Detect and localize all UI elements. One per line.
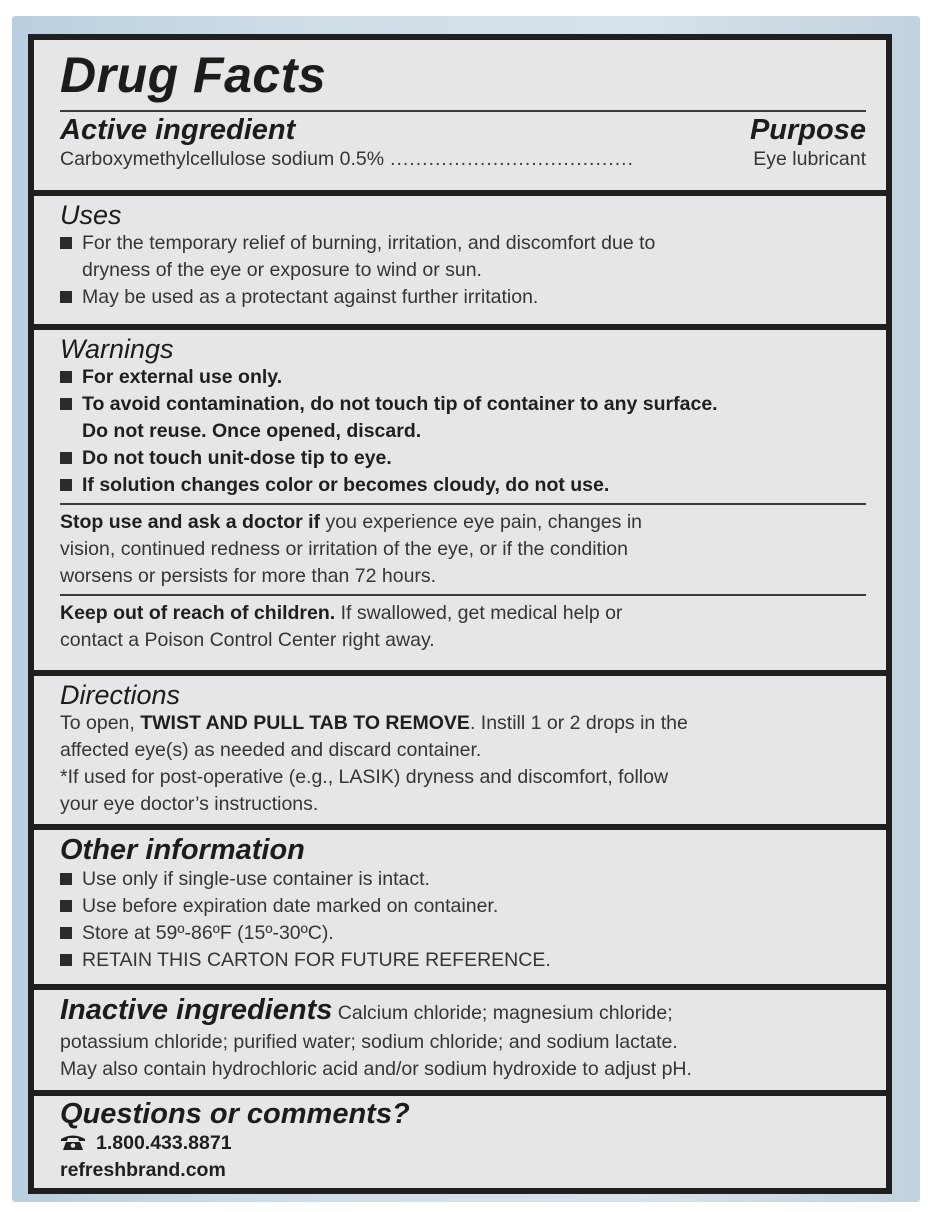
directions-line: *If used for post-operative (e.g., LASIK) dryness and discomfort, follow: [60, 766, 669, 788]
stop-use-line: Stop use and ask a doctor if you experience eye pain, changes in: [60, 511, 643, 533]
warning-item: For external use only.: [60, 364, 866, 391]
purpose-heading: Purpose: [749, 114, 866, 146]
warning-item: Do not touch unit-dose tip to eye.: [60, 445, 866, 472]
section-uses: [34, 196, 886, 324]
directions-line: affected eye(s) as needed and discard container.: [60, 739, 482, 761]
other-info-item: Use before expiration date marked on container.: [60, 893, 866, 920]
active-heading-row: [60, 114, 866, 146]
uses-heading: Uses: [60, 200, 122, 230]
directions-heading: Directions: [60, 680, 181, 710]
bullet-square-icon: [60, 954, 72, 966]
section-directions: [34, 676, 886, 824]
phone-line: [60, 1130, 866, 1157]
keep-out-line: Keep out of reach of children. If swallowed, get medical help or: [60, 602, 623, 624]
inactive-line: May also contain hydrochloric acid and/or sodium hydroxide to adjust pH.: [60, 1058, 692, 1080]
phone-number[interactable]: 1.800.433.8871: [96, 1132, 232, 1154]
warning-item: To avoid contamination, do not touch tip of container to any surface.: [60, 391, 866, 418]
drug-facts-title: Drug Facts: [60, 47, 327, 103]
other-info-item: Store at 59º-86ºF (15º-30ºC).: [60, 920, 866, 947]
keep-out-line: contact a Poison Control Center right away.: [60, 629, 435, 651]
questions-heading: Questions or comments?: [60, 1098, 410, 1130]
warnings-rule: [60, 503, 866, 505]
bullet-square-icon: [60, 371, 72, 383]
active-ingredient-name: Carboxymethylcellulose sodium 0.5%: [60, 148, 385, 170]
warnings-heading: Warnings: [60, 334, 174, 364]
section-inactive-ingredients: [34, 990, 886, 1090]
other-info-item: RETAIN THIS CARTON FOR FUTURE REFERENCE.: [60, 947, 866, 974]
inactive-ingredients-heading: Inactive ingredients: [60, 994, 333, 1026]
other-information-heading: Other information: [60, 834, 305, 866]
section-other-information: [34, 830, 886, 984]
stop-use-line: worsens or persists for more than 72 hours.: [60, 565, 437, 587]
section-warnings: [34, 330, 886, 670]
bullet-square-icon: [60, 479, 72, 491]
warning-item-cont: Do not reuse. Once opened, discard.: [82, 420, 422, 442]
drug-facts-panel: [28, 34, 892, 1194]
uses-item: For the temporary relief of burning, irritation, and discomfort due to: [60, 230, 866, 257]
bullet-square-icon: [60, 291, 72, 303]
active-purpose: Eye lubricant: [753, 148, 866, 170]
warnings-rule: [60, 594, 866, 596]
leader-dots: ......................................: [390, 148, 634, 170]
website-link[interactable]: refreshbrand.com: [60, 1159, 226, 1181]
directions-line: To open, TWIST AND PULL TAB TO REMOVE. Instill 1 or 2 drops in the: [60, 712, 688, 734]
other-info-item: Use only if single-use container is intact.: [60, 866, 866, 893]
title-rule: [60, 110, 866, 112]
bullet-square-icon: [60, 900, 72, 912]
bullet-square-icon: [60, 452, 72, 464]
uses-item: May be used as a protectant against further irritation.: [60, 284, 866, 311]
active-ingredient-row: [60, 146, 866, 173]
bullet-square-icon: [60, 237, 72, 249]
directions-line: your eye doctor’s instructions.: [60, 793, 319, 815]
uses-item-cont: dryness of the eye or exposure to wind or sun.: [82, 259, 482, 281]
phone-icon: [60, 1133, 86, 1151]
bullet-square-icon: [60, 398, 72, 410]
stop-use-line: vision, continued redness or irritation of the eye, or if the condition: [60, 538, 628, 560]
active-ingredient-heading: Active ingredient: [60, 114, 296, 146]
bullet-square-icon: [60, 927, 72, 939]
inactive-line: potassium chloride; purified water; sodium chloride; and sodium lactate.: [60, 1031, 678, 1053]
inactive-line: Inactive ingredients Calcium chloride; magnesium chloride;: [60, 994, 673, 1026]
section-questions: [34, 1096, 886, 1188]
bullet-square-icon: [60, 873, 72, 885]
section-active-ingredient: [34, 40, 886, 190]
warning-item: If solution changes color or becomes cloudy, do not use.: [60, 472, 866, 499]
